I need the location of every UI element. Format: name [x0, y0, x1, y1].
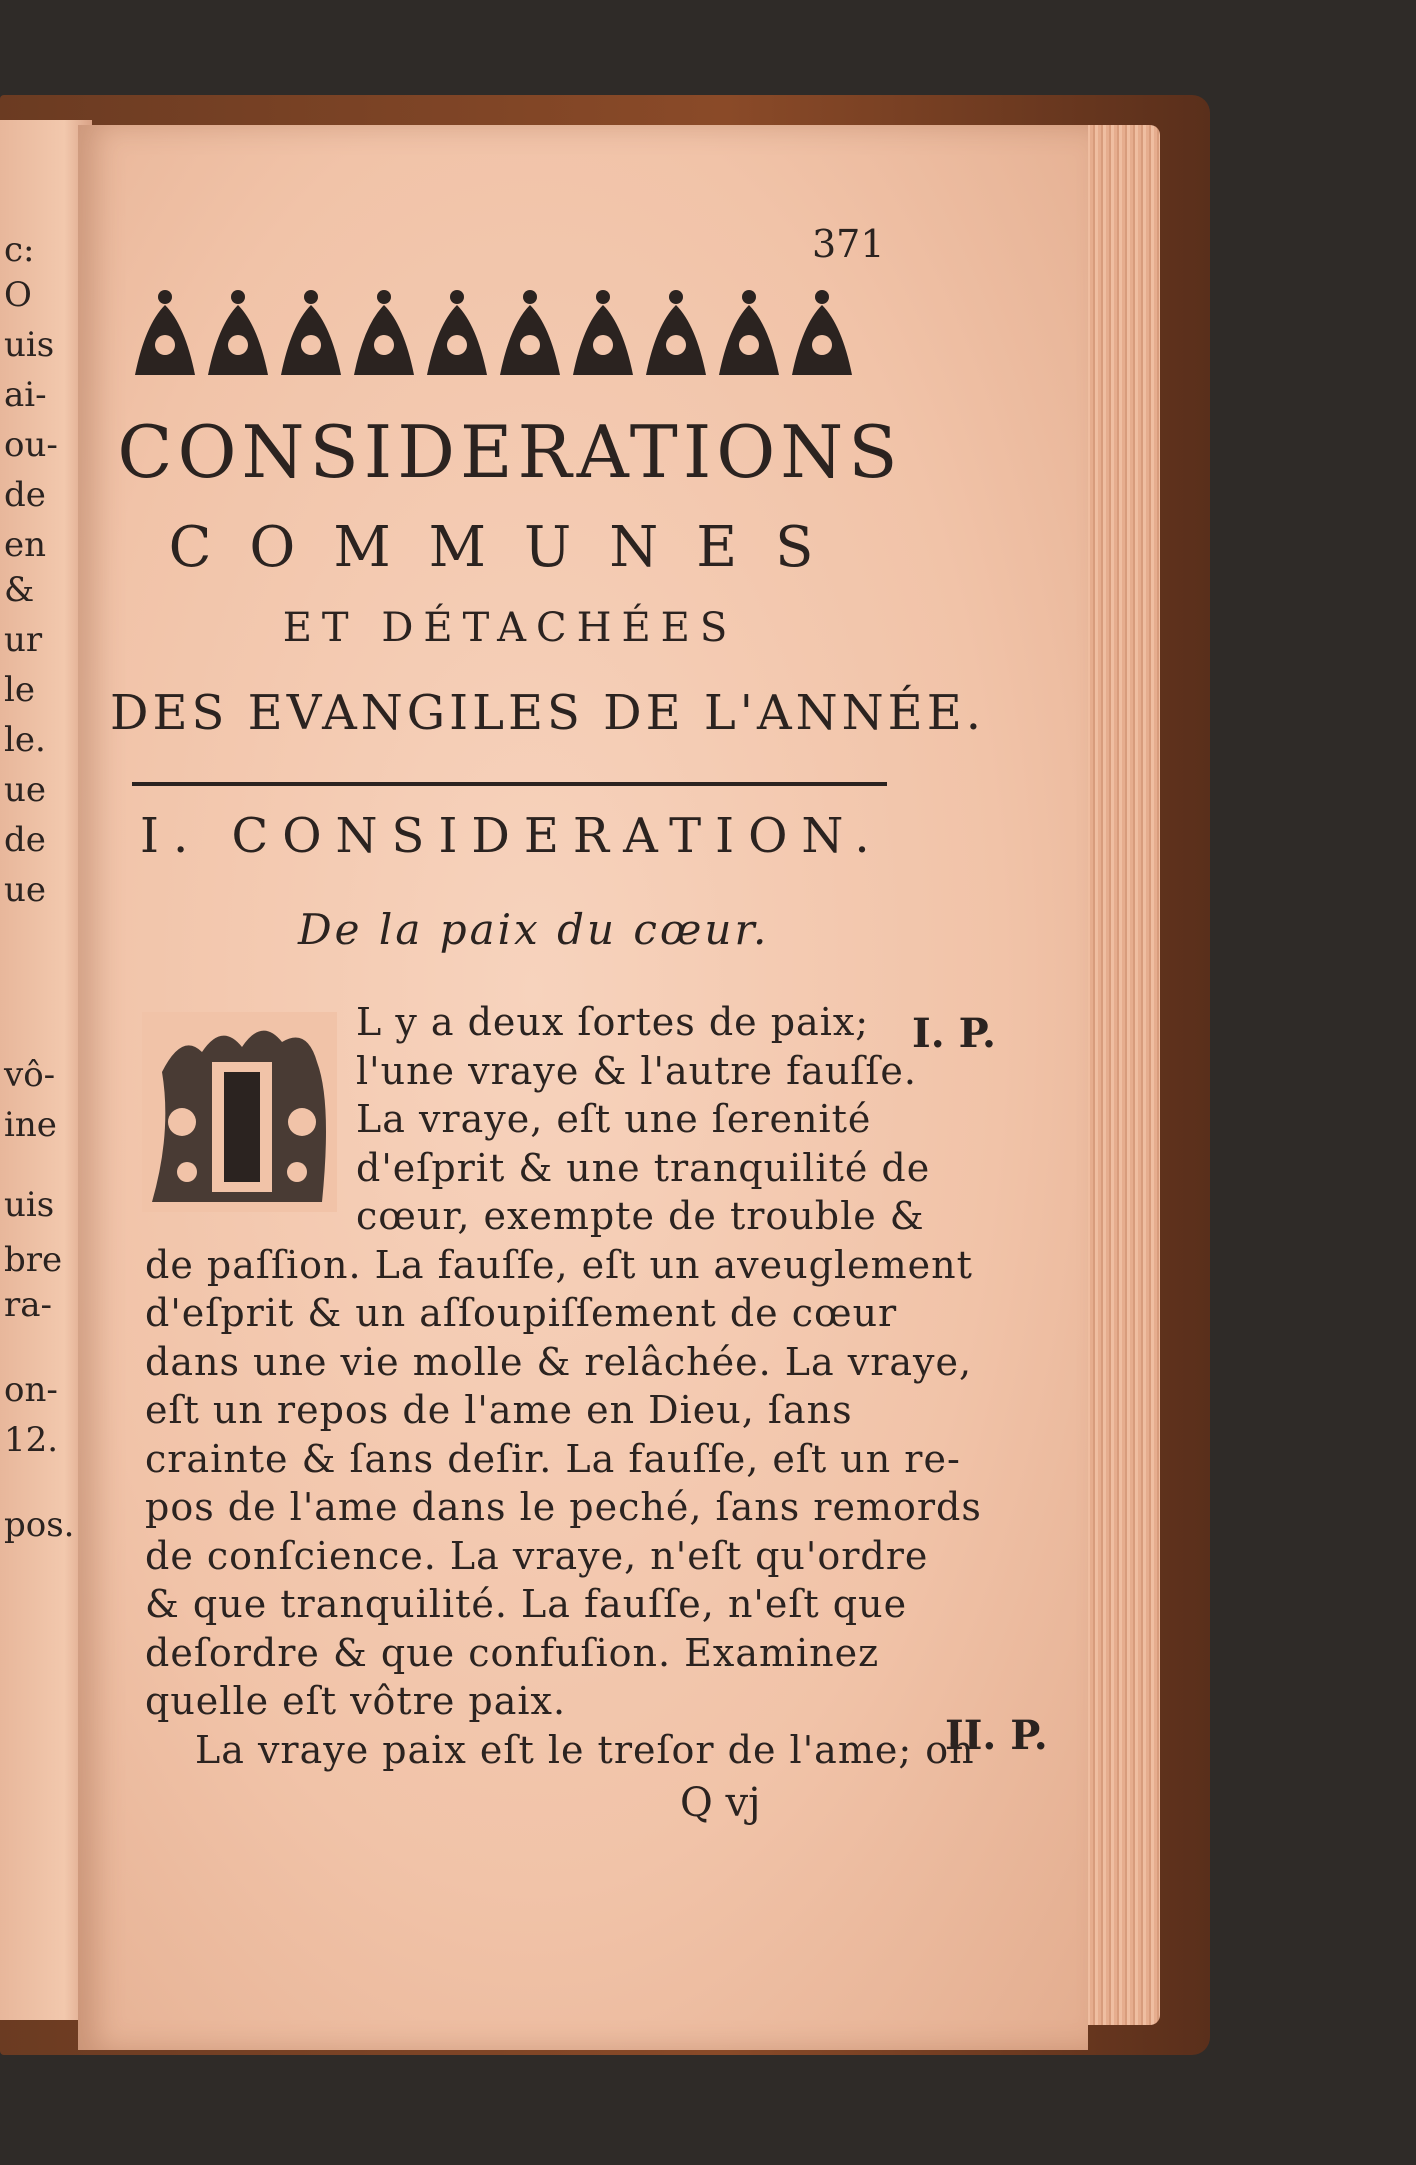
body-line: La vraye paix eſt le treſor de l'ame; on	[195, 1727, 975, 1772]
horizontal-rule	[132, 782, 887, 786]
left-page-fragment: &	[4, 570, 35, 610]
body-line: L y a deux ſortes de paix;	[356, 1000, 870, 1044]
section-heading: I. CONSIDERATION.	[140, 808, 884, 864]
ornament-bud	[742, 290, 756, 304]
ornament-bud	[523, 290, 537, 304]
left-page-fragment: uis	[4, 325, 55, 365]
left-page-fragment: on-	[4, 1370, 58, 1410]
ornament-bud	[596, 290, 610, 304]
margin-note-2: II. P.	[945, 1712, 1048, 1759]
ornament-bud	[377, 290, 391, 304]
ornament-motif	[646, 305, 706, 375]
left-page-fragment: de	[4, 820, 46, 860]
left-page-fragment: vô-	[4, 1055, 56, 1095]
body-line: de paſſion. La fauſſe, eſt un aveuglement	[145, 1242, 973, 1287]
ornament-motif	[792, 305, 852, 375]
body-line: eſt un repos de l'ame en Dieu, ſans	[145, 1388, 853, 1432]
left-page-fragment: bre	[4, 1240, 63, 1280]
ornament-motif	[573, 305, 633, 375]
title-line-4: DES EVANGILES DE L'ANNÉE.	[110, 685, 985, 741]
left-page-fragment: le	[4, 670, 35, 710]
left-page-fragment: ue	[4, 870, 47, 910]
section-subheading: De la paix du cœur.	[298, 905, 770, 954]
left-page-fragment: ine	[4, 1105, 57, 1145]
body-line: cœur, exempte de trouble &	[356, 1194, 925, 1238]
body-line: deſordre & que confuſion. Examinez	[145, 1630, 880, 1675]
ornament-bud	[304, 290, 318, 304]
ornament-motif	[208, 305, 268, 375]
title-line-2: COMMUNES	[168, 515, 852, 580]
decorated-initial	[142, 1012, 337, 1212]
left-page-fragment: c:	[4, 230, 35, 270]
ornament-motif	[354, 305, 414, 375]
catchword: Q vj	[680, 1780, 761, 1826]
left-page-fragment: ou-	[4, 425, 58, 465]
ornament-motif	[427, 305, 487, 375]
body-line: pos de l'ame dans le peché, ſans remords	[145, 1485, 982, 1529]
ornament-motif	[281, 305, 341, 375]
body-line: & que tranquilité. La fauſſe, n'eſt que	[145, 1582, 908, 1626]
left-page-fragment: uis	[4, 1185, 55, 1225]
body-line: quelle eſt vôtre paix.	[145, 1679, 567, 1723]
left-page-fragment: ra-	[4, 1285, 53, 1325]
ornament-bud	[158, 290, 172, 304]
body-line: crainte & ſans deſir. La fauſſe, eſt un re-	[145, 1436, 961, 1481]
body-line: La vraye, eſt une ſerenité	[356, 1097, 872, 1141]
ornament-motif	[719, 305, 779, 375]
left-page-fragment: 12.	[4, 1420, 59, 1460]
left-page-fragment: pos.	[4, 1505, 75, 1545]
title-line-1: CONSIDERATIONS	[117, 410, 903, 494]
left-page-fragment: le.	[4, 720, 46, 760]
body-line: d'eſprit & une tranquilité de	[356, 1145, 931, 1190]
left-page-fragment: ur	[4, 620, 43, 660]
body-line: dans une vie molle & relâchée. La vraye,	[145, 1339, 973, 1384]
left-page-fragment: ue	[4, 770, 47, 810]
ornament-motif	[135, 305, 195, 375]
ornament-bud	[450, 290, 464, 304]
margin-note-1: I. P.	[912, 1010, 996, 1057]
ornament-motif	[500, 305, 560, 375]
title-line-3: ET DÉTACHÉES	[282, 605, 738, 651]
headpiece-ornament	[125, 285, 875, 385]
body-line: d'eſprit & un aſſoupiſſement de cœur	[145, 1291, 898, 1335]
left-page-fragment: de	[4, 475, 46, 515]
page-number: 371	[812, 222, 885, 266]
ornament-bud	[231, 290, 245, 304]
left-page-fragment: en	[4, 525, 47, 565]
left-page-fragment: ai-	[4, 375, 47, 415]
ornament-bud	[815, 290, 829, 304]
body-line: de conſcience. La vraye, n'eſt qu'ordre	[145, 1533, 929, 1578]
left-page-fragment: O	[4, 275, 32, 315]
body-line: l'une vraye & l'autre fauſſe.	[356, 1048, 917, 1093]
ornament-bud	[669, 290, 683, 304]
